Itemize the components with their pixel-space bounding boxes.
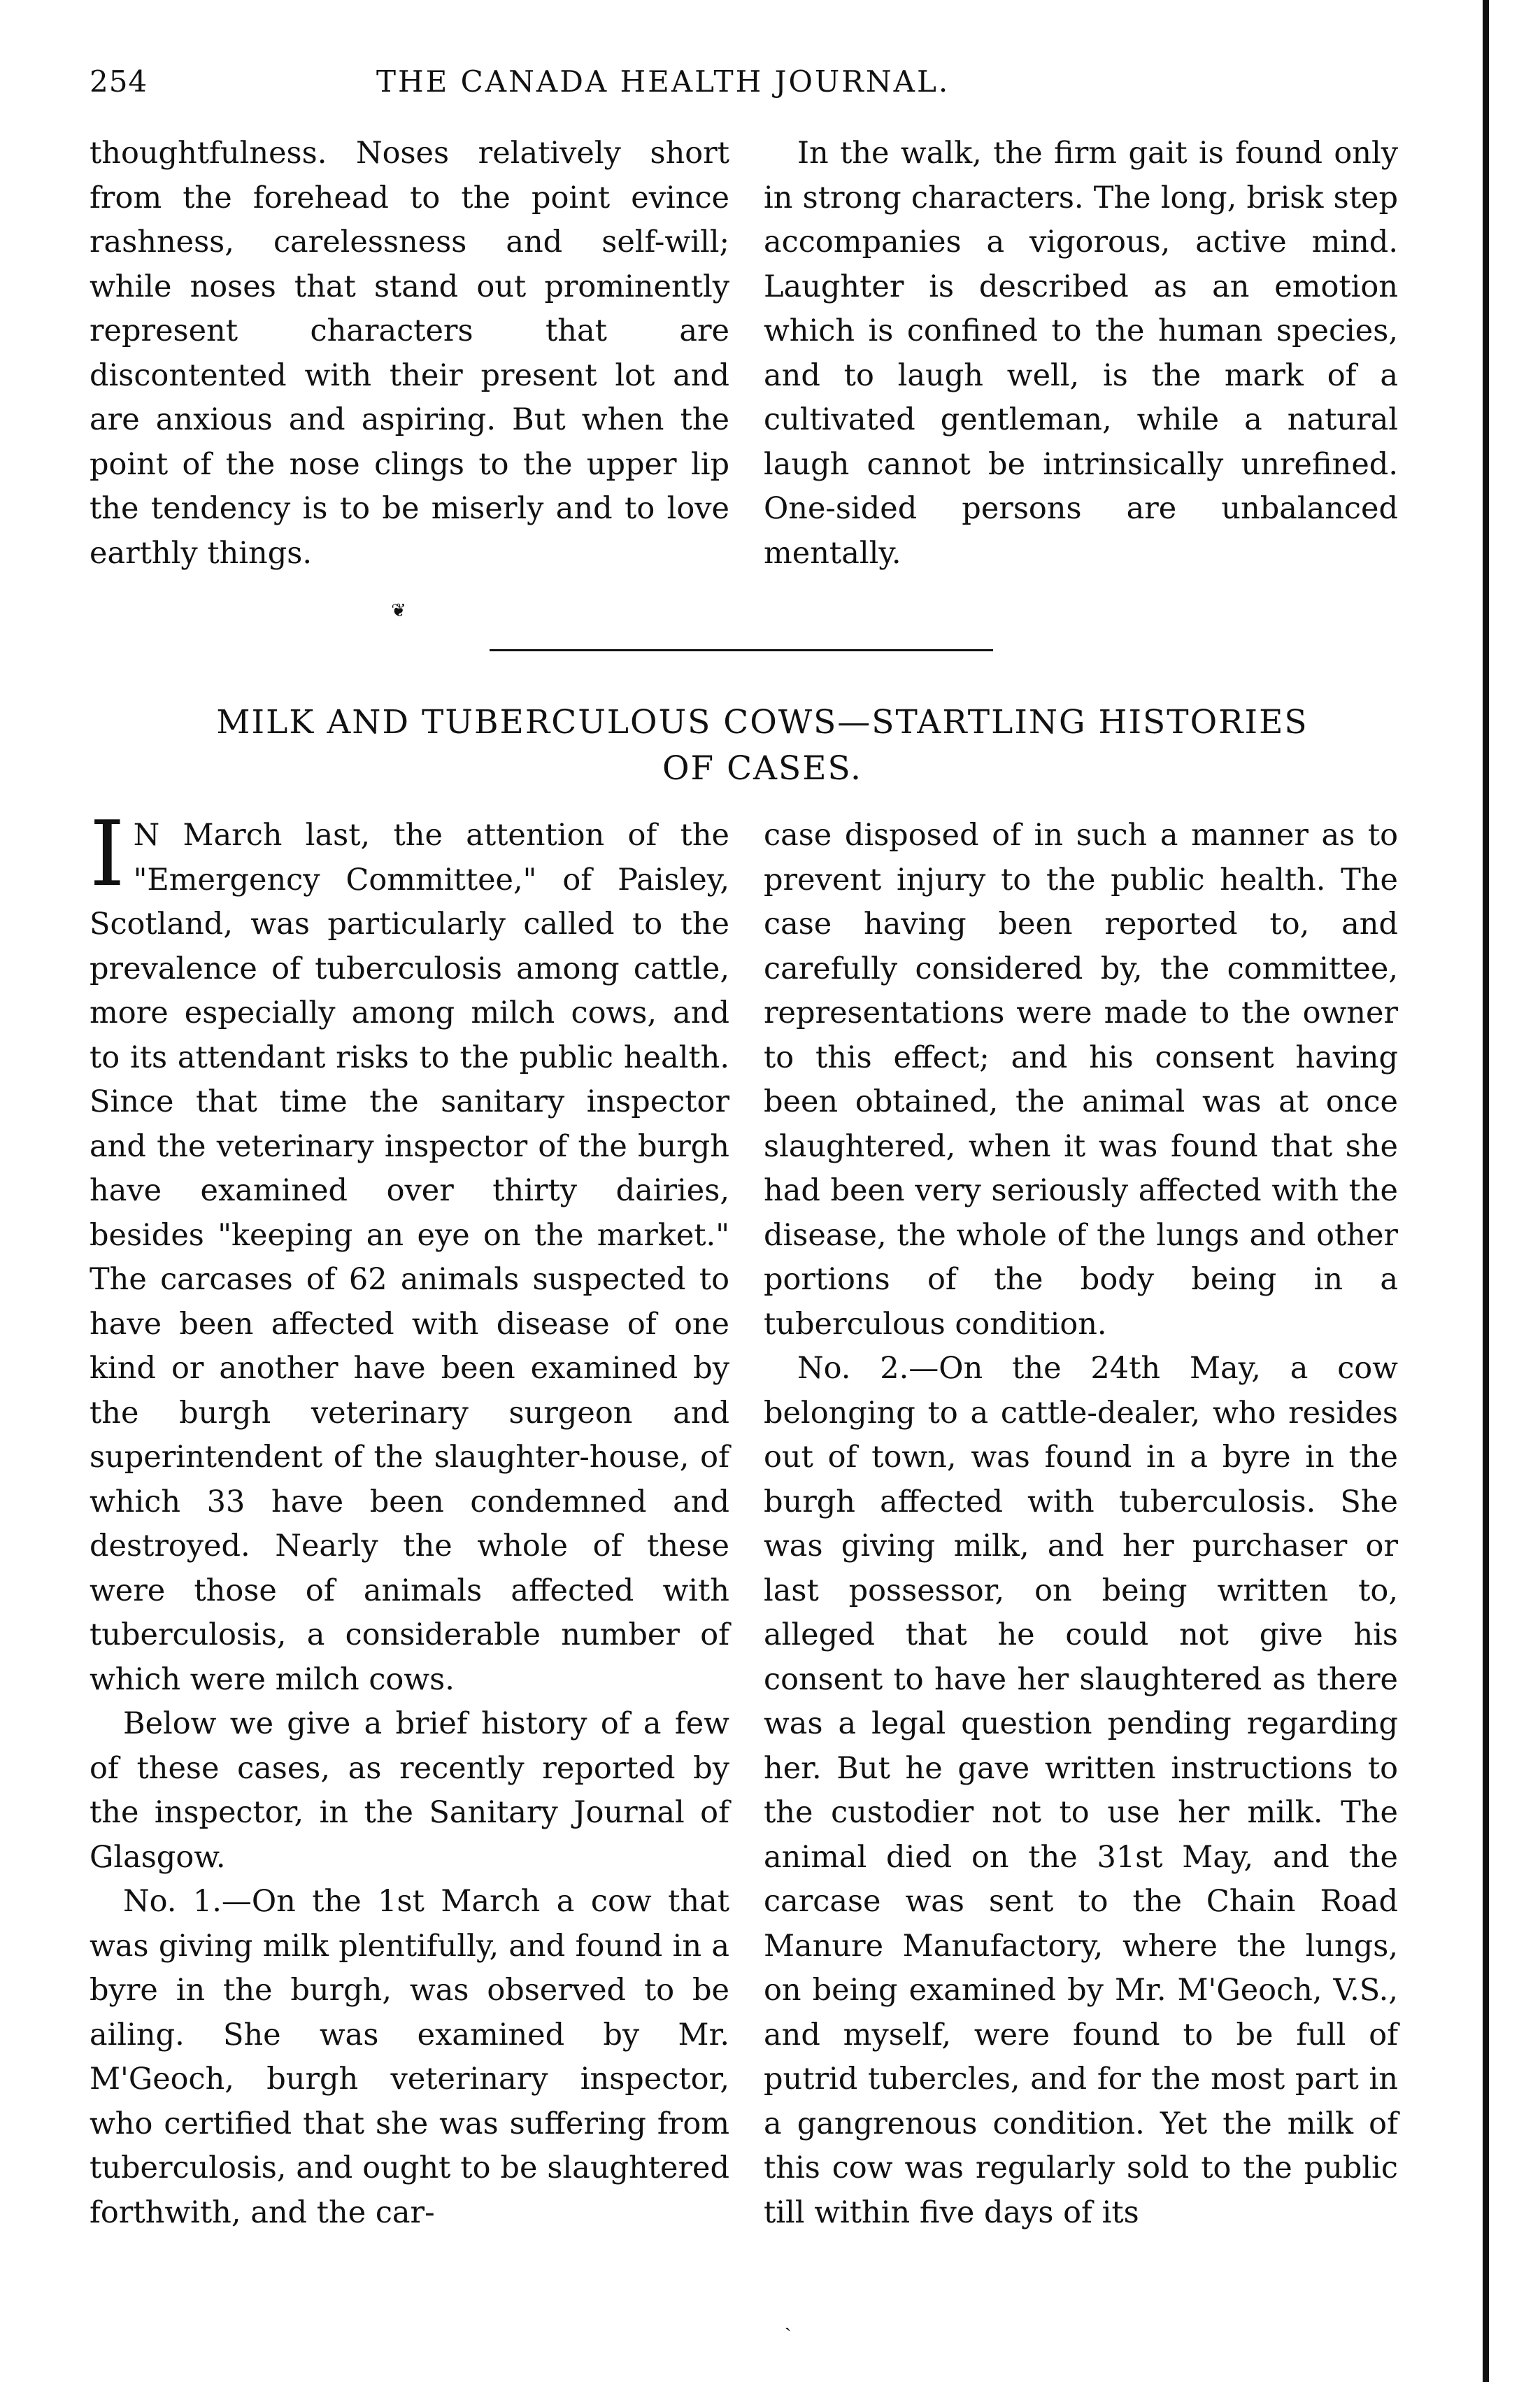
article-paragraph-1-text: N March last, the attention of the "Emergency Committee," of Paisley, Scotland, was particularly called to the prevalence of tuberculosis among cattle, more especially among milch cows, and to its attendant risks to the public health. Since that time the sanitary inspector and the veterinary inspector of the burgh have examined over thirty dairies, besides "keeping an eye on the market." The carcases of 62 animals suspected to have been affected with disease of one kind or another have been examined by the burgh veterinary surgeon and superintendent of the slaughter-house, of which 33 have been condemned and destroyed. Nearly the whole of these were those of animals affected with tuberculosis, a considerable number of which were milch cows. <box>90 818 729 1697</box>
article-paragraph-2: Below we give a brief history of a few of these cases, as recently reported by the inspector, in the Sanitary Journal of Glasgow. <box>90 1706 729 1875</box>
case-1-continuation: case disposed of in such a manner as to prevent injury to the public health. The case having been reported to, and carefully considered by, the committee, representations were made to the owner to this effect; and his consent having been obtained, the animal was at once slaughtered, when it was found that she had been very seriously affected with the disease, the whole of the lungs and other portions of the body being in a tuberculous condition. <box>764 818 1398 1342</box>
top-left-column <box>90 132 729 576</box>
article-right-column <box>764 814 1398 2235</box>
case-1-paragraph: No. 1.—On the 1st March a cow that was giving milk plentifully, and found in a byre in the burgh, was observed to be ailing. She was examined by Mr. M'Geoch, burgh veterinary inspector, who certified that she was suffering from tuberculosis, and ought to be slaughtered forthwith, and the car- <box>90 1884 729 2230</box>
printer-ornament: ❦ <box>391 600 406 621</box>
article-title-line-2: OF CASES. <box>662 749 862 788</box>
physiognomy-text-right: In the walk, the firm gait is found only in strong characters. The long, brisk step accompanies a vigorous, active mind. Laughter is described as an emotion which is confined to the human species, and to laugh well, is the mark of a cultivated gentleman, while a natural laugh cannot be intrinsically unrefined. One-sided persons are unbalanced mentally. <box>764 136 1398 571</box>
stray-print-mark: ˎ <box>785 2309 792 2332</box>
top-right-column <box>764 132 1398 576</box>
physiognomy-text-left: thoughtfulness. Noses relatively short from the forehead to the point evince rashness, carelessness and self-will; while noses that stand out prominently represent characters that are discontented with their present lot and are anxious and aspiring. But when the point of the nose clings to the upper lip the tendency is to be miserly and to love earthly things. <box>90 136 729 571</box>
journal-title: THE CANADA HEALTH JOURNAL. <box>376 64 950 99</box>
article-paragraph-1 <box>90 802 729 1702</box>
article-left-column <box>90 802 729 2235</box>
page-number: 254 <box>90 64 148 99</box>
article-title-line-1: MILK AND TUBERCULOUS COWS—STARTLING HISTORIES <box>216 703 1309 742</box>
section-divider <box>490 649 993 651</box>
case-2-paragraph: No. 2.—On the 24th May, a cow belonging to a cattle-dealer, who resides out of town, was found in a byre in the burgh affected with tuberculosis. She was giving milk, and her purchaser or last possessor, on being written to, alleged that he could not give his consent to have her slaughtered as there was a legal question pending regarding her. But he gave written instructions to the custodier not to use her milk. The animal died on the 31st May, and the carcase was sent to the Chain Road Manure Manufactory, where the lungs, on being examined by Mr. M'Geoch, V.S., and myself, were found to be full of putrid tubercles, and for the most part in a gangrenous condition. Yet the milk of this cow was regularly sold to the public till within five days of its <box>764 1351 1398 2230</box>
article-title <box>105 700 1420 792</box>
page-edge-rule <box>1483 0 1489 2382</box>
running-header <box>90 64 1397 113</box>
drop-cap: I <box>90 802 125 907</box>
